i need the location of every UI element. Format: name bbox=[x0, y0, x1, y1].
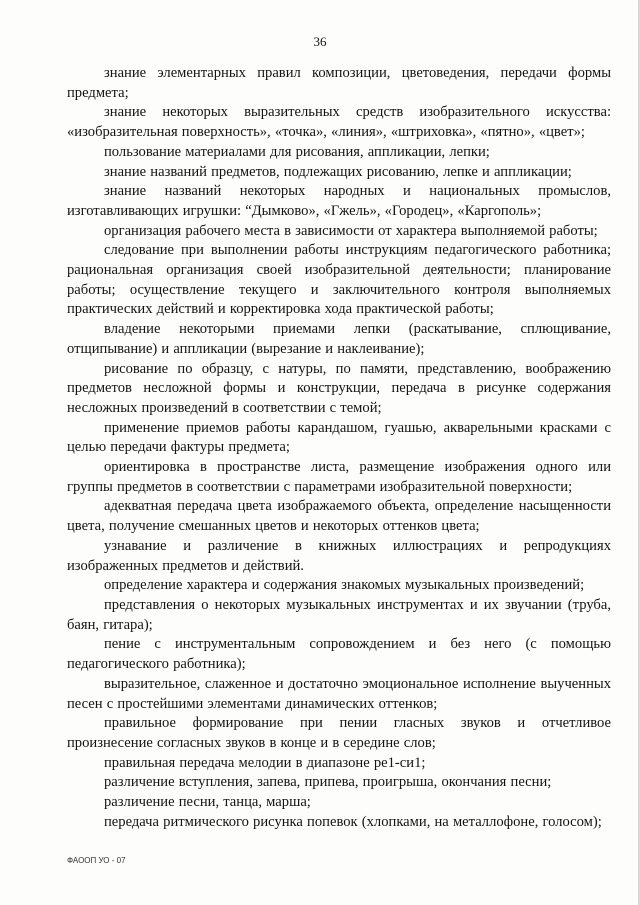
paragraph: знание названий предметов, подлежащих рисованию, лепке и аппликации; bbox=[104, 163, 572, 180]
paragraph: правильное формирование при пении гласных звуков и отчетливое произнесение согласных звуков в конце и в середине слов; bbox=[67, 715, 611, 751]
paragraph: применение приемов работы карандашом, гуашью, акварельными красками с целью передачи фактуры предмета; bbox=[67, 419, 611, 456]
paragraph: представления о некоторых музыкальных инструментах и их звучании (труба, баян, гитара); bbox=[67, 596, 611, 633]
paragraph: передача ритмического рисунка попевок (хлопками, на металлофоне, голосом); bbox=[104, 813, 602, 830]
paragraph: правильная передача мелодии в диапазоне ре1-си1; bbox=[104, 754, 426, 771]
paragraph: различение песни, танца, марша; bbox=[104, 794, 311, 811]
paragraph: следование при выполнении работы инструкциям педагогического работника; рациональная организация своей изобразительной деятельности; планирование работы; осуществление текущего и заключительного контроля выполняемых практических действий и корректировка хода практической работы; bbox=[67, 242, 611, 318]
paragraph: определение характера и содержания знакомых музыкальных произведений; bbox=[104, 577, 585, 594]
paragraph: знание названий некоторых народных и национальных промыслов, изготавливающих игрушки: “Дымково», «Гжель», «Городец», «Каргополь»; bbox=[67, 183, 611, 219]
paragraph: ориентировка в пространстве листа, размещение изображения одного или группы предметов в соответствии с параметрами изобразительной поверхности; bbox=[67, 459, 611, 495]
paragraph: узнавание и различение в книжных иллюстрациях и репродукциях изображенных предметов и действий. bbox=[67, 537, 611, 574]
page-number: 36 bbox=[313, 34, 327, 49]
paragraph: владение некоторыми приемами лепки (раскатывание, сплющивание, отщипывание) и аппликации (вырезание и наклеивание); bbox=[67, 321, 611, 357]
paragraph: пользование материалами для рисования, аппликации, лепки; bbox=[104, 143, 490, 160]
paragraph: адекватная передача цвета изображаемого объекта, определение насыщенности цвета, получение смешанных цветов и некоторых оттенков цвета; bbox=[67, 498, 611, 535]
paragraph: организация рабочего места в зависимости от характера выполняемой работы; bbox=[104, 222, 598, 239]
paragraph: выразительное, слаженное и достаточно эмоциональное исполнение выученных песен с простейшими элементами динамических оттенков; bbox=[67, 675, 611, 712]
paragraph: знание некоторых выразительных средств изобразительного искусства: «изобразительная поверхность», «точка», «линия», «штриховка», «пятно», «цвет»; bbox=[67, 104, 611, 141]
paragraph: знание элементарных правил композиции, цветоведения, передачи формы предмета; bbox=[67, 65, 611, 101]
paragraph: рисование по образцу, с натуры, по памяти, представлению, воображению предметов несложной формы и конструкции, передача в рисунке содержания несложных произведений в соответствии с темой; bbox=[67, 360, 611, 416]
paragraph: различение вступления, запева, припева, проигрыша, окончания песни; bbox=[104, 774, 552, 791]
page-body bbox=[67, 64, 611, 832]
document-code-footer: ФАООП УО - 07 bbox=[67, 856, 126, 865]
paragraph: пение с инструментальным сопровождением и без него (с помощью педагогического работника); bbox=[67, 636, 611, 673]
